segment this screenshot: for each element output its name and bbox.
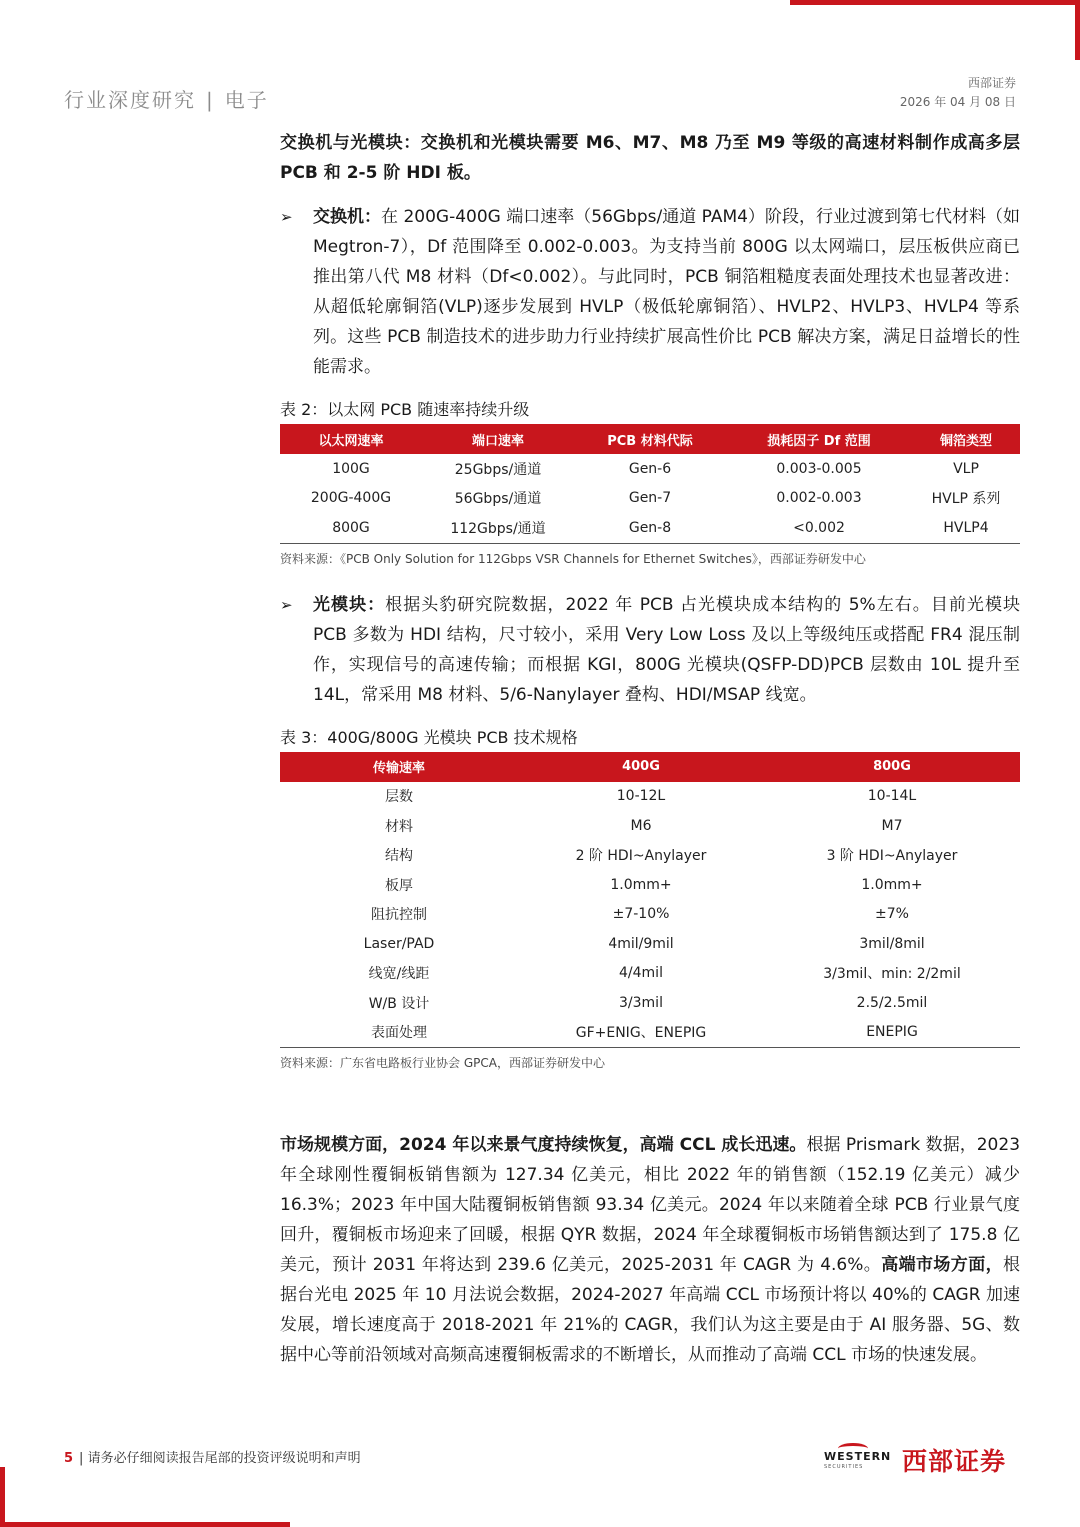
table-cell: Gen-6 (628, 460, 672, 477)
table-cell: 100G (332, 460, 370, 477)
table-row (280, 959, 1020, 989)
main-content (280, 128, 1020, 1370)
table-cell: HVLP4 (912, 513, 1020, 543)
table-header-cell: 铜箔类型 (912, 424, 1020, 454)
table-cell: M7 (881, 817, 903, 834)
table-row (280, 929, 1020, 959)
footer-disclaimer (64, 1447, 361, 1466)
market-text-2: 根据台光电 2025 年 10 月法说会数据，2024-2027 年高端 CCL 市场预计将以 40%的 CAGR 加速发展，增长速度高于 2018-2021 年 21%的 CAGR，我们认为这主要是由于 AI 服务器、5G、数据中心等前沿领域对高频高速覆铜板需求的不断增长，从而推动了高端 CCL 市场的快速发展。 (280, 1255, 1021, 1365)
table-row (280, 811, 1020, 841)
western-securities-logo (824, 1440, 1024, 1480)
table-row (280, 782, 1020, 812)
table-cell: 56Gbps/通道 (454, 491, 542, 508)
table-row (280, 513, 1020, 543)
switch-bullet (280, 202, 1020, 382)
table-cell: 112Gbps/通道 (422, 513, 574, 543)
intro-bold-text: 交换机与光模块：交换机和光模块需要 M6、M7、M8 乃至 M9 等级的高速材料制作成高多层 PCB 和 2-5 阶 HDI 板。 (280, 133, 1020, 183)
bullet-arrow-icon: ➢ (280, 595, 293, 614)
logo-chinese: 西部证券 (902, 1447, 1007, 1476)
bullet-arrow-icon: ➢ (280, 208, 293, 226)
table-cell: 1.0mm+ (861, 876, 923, 893)
table-row (280, 870, 1020, 900)
table-cell: 4mil/9mil (608, 935, 674, 952)
table-cell: 200G-400G (310, 490, 392, 507)
table-cell: 线宽/线距 (368, 966, 430, 983)
logo-english: WESTERN (824, 1450, 892, 1463)
table-cell: 2 阶 HDI~Anylayer (575, 848, 707, 865)
table-row (280, 900, 1020, 930)
table-cell: 3/3mil、min: 2/2mil (823, 966, 961, 983)
market-bold-highend: 高端市场方面， (881, 1255, 1004, 1275)
footer-notice: 请务必仔细阅读报告尾部的投资评级说明和声明 (87, 1451, 361, 1466)
report-category-header (64, 84, 269, 113)
table-cell: ±7% (875, 906, 909, 923)
table-cell: 板厚 (385, 877, 413, 894)
optical-bullet-text: 根据头豹研究院数据，2022 年 PCB 占光模块成本结构的 5%左右。目前光模块 PCB 多数为 HDI 结构，尺寸较小，采用 Very Low Loss 及以上等级纯压或搭配 FR4 混压制作，实现信号的高速传输；而根据 KGI，800G 光模块(QSFP-DD)PCB 层数由 10L 提升至 14L，常采用 M8 材料、5/6-Nanylayer 叠构、HDI/MSAP 线宽。 (313, 594, 1020, 705)
table-cell: Gen-7 (628, 490, 672, 507)
table-cell: HVLP 系列 (931, 491, 1001, 508)
table-header-cell: PCB 材料代际 (574, 424, 726, 454)
report-category: 行业深度研究 (64, 88, 196, 112)
table-cell: 3/3mil (619, 994, 663, 1011)
logo-english-sub: SECURITIES (824, 1464, 864, 1470)
switch-bullet-label: 交换机： (313, 207, 382, 227)
table-header-cell: 以太网速率 (280, 424, 422, 454)
table-cell: 阻抗控制 (371, 907, 427, 924)
table3-caption: 表 3：400G/800G 光模块 PCB 技术规格 (280, 727, 578, 747)
table-header-cell: 传输速率 (280, 752, 518, 782)
table-cell: 25Gbps/通道 (454, 461, 542, 478)
header-separator: | (206, 88, 215, 112)
table-header-cell: 400G (518, 752, 764, 782)
table3-source: 资料来源：广东省电路板行业协会 GPCA，西部证券研发中心 (280, 1056, 605, 1070)
footer-bar: | (79, 1451, 84, 1466)
market-paragraph (280, 1130, 1020, 1370)
table-header-row (280, 424, 1020, 454)
table-cell: 800G (280, 513, 422, 543)
table-cell: 10-14L (867, 788, 917, 805)
table-cell: 表面处理 (280, 1018, 518, 1048)
table-cell: 0.003-0.005 (776, 460, 862, 477)
header-meta (900, 74, 1016, 112)
table-cell: GF+ENIG、ENEPIG (518, 1018, 764, 1048)
table-row (280, 484, 1020, 514)
switch-bullet-text: 在 200G-400G 端口速率（56Gbps/通道 PAM4）阶段，行业过渡到第七代材料（如 Megtron-7），Df 范围降至 0.002-0.003。为支持当前 800G 以太网端口，层压板供应商已推出第八代 M8 材料（Df<0.002）。与此同时，PCB 铜箔粗糙度表面处理技术也显著改进：从超低轮廓铜箔(VLP)逐步发展到 HVLP（极低轮廓铜箔）、HVLP2、HVLP3、HVLP4 等系列。这些 PCB 制造技术的进步助力行业持续扩展高性价比 PCB 解决方案，满足日益增长的性能需求。 (313, 207, 1021, 377)
table-cell: 3 阶 HDI~Anylayer (826, 848, 958, 865)
table-cell: 结构 (385, 848, 413, 865)
table-row (280, 1018, 1020, 1048)
table-cell: <0.002 (726, 513, 912, 543)
bottom-left-corner-decoration (0, 1467, 290, 1527)
market-text-1: 根据 Prismark 数据，2023 年全球刚性覆铜板销售额为 127.34 亿美元，相比 2022 年的销售额（152.19 亿美元）减少 16.3%；2023 年中国大陆覆铜板销售额 93.34 亿美元。2024 年以来随着全球 PCB 行业景气度回升，覆铜板市场迎来了回暖，根据 QYR 数据，2024 年全球覆铜板市场销售额达到了 175.8 亿美元，预计 2031 年将达到 239.6 亿美元，2025-2031 年 CAGR 为 4.6%。 (280, 1135, 1021, 1275)
table-cell: 材料 (385, 818, 413, 835)
top-right-corner-decoration (790, 0, 1080, 60)
table-header-cell: 损耗因子 Df 范围 (726, 424, 912, 454)
table3-optical-module-pcb (280, 752, 1020, 1049)
table-cell: 0.002-0.003 (776, 490, 862, 507)
table-cell: M6 (630, 817, 652, 834)
intro-paragraph (280, 128, 1020, 188)
table-header-cell: 800G (764, 752, 1020, 782)
table-cell: Gen-8 (574, 513, 726, 543)
table-row (280, 988, 1020, 1018)
table-header-row (280, 752, 1020, 782)
table-cell: ±7-10% (612, 906, 670, 923)
optical-bullet-label: 光模块： (313, 594, 386, 615)
table-header-cell: 端口速率 (422, 424, 574, 454)
table-cell: 3mil/8mil (859, 935, 925, 952)
table-cell: W/B 设计 (368, 995, 430, 1012)
table-cell: ENEPIG (764, 1018, 1020, 1048)
page-number: 5 (64, 1451, 74, 1466)
table2-caption: 表 2：以太网 PCB 随速率持续升级 (280, 400, 530, 419)
table-row (280, 841, 1020, 871)
table-row (280, 454, 1020, 484)
table-cell: 2.5/2.5mil (856, 994, 928, 1011)
header-company: 西部证券 (967, 76, 1016, 90)
table-cell: 4/4mil (619, 965, 663, 982)
table-cell: VLP (953, 460, 979, 477)
table2-ethernet-pcb (280, 424, 1020, 544)
market-bold-lead: 市场规模方面，2024 年以来景气度持续恢复，高端 CCL 成长迅速。 (280, 1135, 807, 1155)
optical-bullet (280, 590, 1020, 710)
report-sector: 电子 (224, 88, 269, 112)
table-cell: 层数 (385, 789, 413, 806)
table-cell: Laser/PAD (363, 935, 435, 952)
header-date: 2026 年 04 月 08 日 (899, 95, 1016, 109)
table2-source: 资料来源：《PCB Only Solution for 112Gbps VSR Channels for Ethernet Switches》，西部证券研发中心 (280, 551, 866, 566)
table-cell: 1.0mm+ (610, 876, 672, 893)
table-cell: 10-12L (616, 788, 666, 805)
